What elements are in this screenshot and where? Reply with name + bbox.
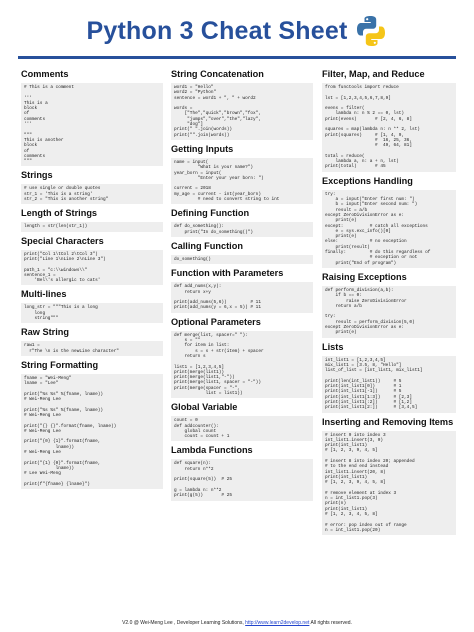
python-logo-icon — [354, 14, 388, 48]
column-3 — [322, 65, 456, 537]
section-title: Function with Parameters — [171, 268, 284, 279]
section-title: Calling Function — [171, 240, 243, 251]
section-title: Exceptions Handling — [322, 175, 413, 186]
section-title: Length of Strings — [21, 208, 98, 219]
section-title: Lists — [322, 341, 344, 352]
section-title: Global Variable — [171, 402, 238, 413]
column-2 — [171, 65, 313, 503]
code-block: # use single or double quotes str_1 = 'This is a string' str_2 = "This is another string" — [21, 184, 163, 204]
section-title: Strings — [21, 170, 53, 181]
code-block: try: a = input("Enter first num: ") b = input("Enter second num: ") result = a/b except ZeroDivisionError as e: print(e) except: # catch all exceptions e = sys.exc_info()[0] print(e) else: # no exception print(result) finally: # do this regardless of # exception or not print("End of program") — [322, 190, 456, 268]
code-block: do_something() — [171, 255, 313, 264]
code-block: name = input( "What is your name?") year_born = input( "Enter your year born: ") current = 2018 my_age = current - int(year_born) # need to convert string to int — [171, 158, 313, 204]
code-block: long_str = """This is a long long string""" — [21, 303, 163, 323]
code-block: # insert 9 into index 3 int_list1.insert(3, 9) print(int_list1) # [1, 2, 3, 9, 4, 5] # insert 8 into index 20; appended # to the end end instead int_list1.insert(20, 8) print(int_list1) # [1, 2, 3, 9, 4, 5, 8] # remove element at index 3 n = int_list1.pop(3) print(n) print(int_list1) # [1, 2, 3, 4, 5, 8] # error: pop index out of range n = int_list1.pop(20) — [322, 431, 456, 536]
code-block: def do_something(): print("In do_something()") — [171, 222, 313, 237]
section-title: Getting Inputs — [171, 143, 234, 154]
code-block: def add_nums(x,y): return x+y print(add_nums(5,6)) # 11 print(add_nums(y = 6,x = 5)) # 11 — [171, 282, 313, 312]
section-title: Optional Parameters — [171, 316, 261, 327]
column-1 — [21, 65, 163, 491]
section-title: Lambda Functions — [171, 445, 253, 456]
title-divider — [18, 56, 456, 59]
code-block: # This is a comment ''' This is a block of comments ''' """ This is another block of comments """ — [21, 83, 163, 166]
code-block: def square(n): return n**2 print(square(5)) # 25 g = lambda n: n**2 print(g(5)) # 25 — [171, 459, 313, 500]
section-title: Raising Exceptions — [322, 271, 407, 282]
code-block: length = str(len(str_1)) — [21, 222, 163, 231]
section-title: Comments — [21, 69, 69, 79]
section-title: Multi-lines — [21, 289, 67, 300]
code-block: def perform_division(a,b): if b == 0: raise ZeroDivisionError return a/b try: result = perform_division(5,0) except ZeroDivisionError as e: print(e) — [322, 286, 456, 338]
section-title: Filter, Map, and Reduce — [322, 69, 425, 79]
footer-suffix: All rights reserved. — [309, 620, 352, 626]
section-title: Defining Function — [171, 208, 250, 219]
code-block: from functools import reduce lst = [1,2,3,4,5,6,7,8,9] evens = filter( lambda n: n % 2 == 0, lst) print(evens) # [2, 4, 6, 8] squares = map(lambda n: n ** 2, lst) print(squares) # [1, 4, 9, # 16, 25, 36, # 49, 64, 81] total = reduce( lambda a, n: a + n, lst) print(total) # 45 — [322, 83, 456, 172]
code-block: raw1 = r"The \n is the newLine character" — [21, 341, 163, 356]
header — [0, 0, 474, 62]
section-title: Special Characters — [21, 235, 104, 246]
code-block: def merge(list, spacer=" "): s = "" for item in list: s = s + str(item) + spacer return s list1 = [1,2,3,4,5] print(merge(list1)) print(merge(list1,"-")) print(merge(list1, spacer = "-")) print(merge(spacer = "-", list = list1)) — [171, 331, 313, 399]
code-block: word1 = "Hello" word2 = "Python" sentence = word1 + ", " + word2 words = ["The","quick","brown","fox", "jumps","over","the","lazy", "dog"] print(" ".join(words)) print("".join(words)) — [171, 83, 313, 140]
code-block: int_list1 = [1,2,3,4,5] mix_list1 = [3.5, 8, "Hello"] list_of_list = [int_list1, mix_list1] print(len(int_list1)) # 5 print(int_list1[0]) # 1 print(int_list1[-1]) # 5 print(int_list1[1:3]) # [2,3] print(int_list1[:2]) # [1,2] print(int_list1[2:]) # [3,4,5] — [322, 356, 456, 413]
section-title: String Concatenation — [171, 69, 264, 79]
section-title: Raw String — [21, 327, 69, 338]
section-title: Inserting and Removing Items — [322, 416, 454, 427]
code-block: count = 0 def addcounter(): global count count = count + 1 — [171, 416, 313, 441]
footer — [0, 620, 474, 626]
code-block: print("Col 1\tCol 2\tCol 3") print("Line 1\nLine 2\nLine 3") path_1 = "c:\\windows\\" sentence_1 = 'Bel\'s allergic to cats' — [21, 250, 163, 286]
code-block: fname = "Wei-Meng" lname = "Lee" print("%s %s" %(fname, lname)) # Wei-Meng Lee print("%s %s" %(fname, lname)) # Wei-Meng Lee print("{} {}".format(fname, lname)) # Wei-Meng Lee print("{0} {1}".format(fname, lname)) # Wei-Meng Lee print("{1} {0}".format(fname, lname)) # Lee Wei-Meng print(f"{fname} {lname}") — [21, 374, 163, 489]
section-title: String Formatting — [21, 359, 99, 370]
page-title: Python 3 Cheat Sheet — [86, 16, 348, 45]
footer-link[interactable]: http://www.learn2develop.net — [245, 620, 310, 626]
footer-text: V2.0 @ Wei-Meng Lee , Developer Learning Solutions, — [122, 620, 246, 626]
